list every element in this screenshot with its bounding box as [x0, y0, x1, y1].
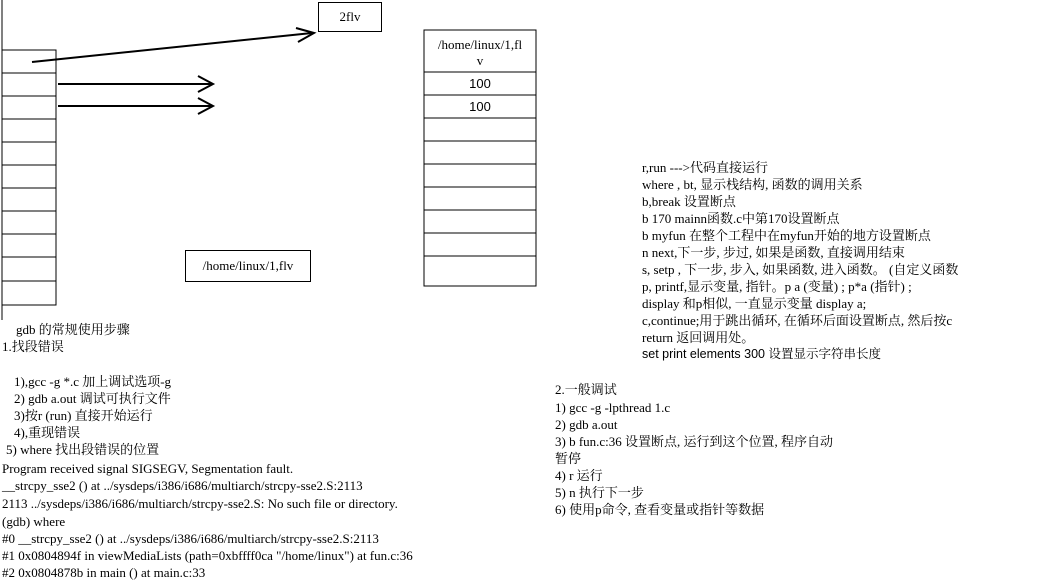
command-line: set print elements 300 设置显示字符串长度 — [642, 347, 881, 361]
gdb-step-item: 4),重现错误 — [14, 425, 81, 440]
left-array — [2, 50, 56, 305]
arrow-to-2flv — [32, 28, 314, 62]
command-line: n next,下一步, 步过, 如果是函数, 直接调用结束 — [642, 245, 905, 260]
right-array-header-1: /home/linux/1,fl — [437, 37, 523, 52]
box-2flv-label: 2flv — [339, 9, 361, 24]
command-line: b 170 mainn函数.c中第170设置断点 — [642, 211, 840, 226]
gdb-output-line: __strcpy_sse2 () at ../sysdeps/i386/i686/multiarch/strcpy-sse2.S:2113 — [2, 478, 363, 493]
right-array-header-2: v — [476, 53, 484, 68]
command-line: return 返回调用处。 — [642, 330, 755, 345]
general-debug-item: 6) 使用p命令, 查看变量或指针等数据 — [555, 502, 765, 517]
gdb-step-item: 5) where 找出段错误的位置 — [6, 442, 160, 457]
left-array-frame — [2, 50, 56, 305]
general-debug-title: 2.一般调试 — [555, 382, 617, 397]
gdb-step-item: 3)按r (run) 直接开始运行 — [14, 408, 153, 423]
general-debug-item: 5) n 执行下一步 — [555, 485, 644, 500]
box-home-linux-flv — [185, 250, 311, 282]
gdb-steps-heading: 1.找段错误 — [2, 339, 64, 354]
arrow-right-1 — [58, 76, 213, 92]
general-debug-item: 暂停 — [555, 451, 582, 466]
right-array-cell-1: 100 — [469, 76, 491, 91]
gdb-output-line: #1 0x0804894f in viewMediaLists (path=0xbffff0ca "/home/linux") at fun.c:36 — [2, 548, 413, 563]
command-line: s, setp , 下一步, 步入, 如果函数, 进入函数。 (自定义函数 — [642, 262, 959, 277]
gdb-output-line: (gdb) where — [2, 514, 66, 529]
command-line: where , bt, 显示栈结构, 函数的调用关系 — [642, 177, 863, 192]
box-2flv — [318, 2, 382, 32]
general-debug-item: 2) gdb a.out — [555, 417, 618, 432]
general-debug-item: 1) gcc -g -lpthread 1.c — [555, 400, 671, 415]
command-line: display 和p相似, 一直显示变量 display a; — [642, 296, 867, 311]
command-line: r,run --->代码直接运行 — [642, 160, 768, 175]
arrow-right-2 — [58, 98, 213, 114]
command-line: c,continue;用于跳出循环, 在循环后面设置断点, 然后按c — [642, 313, 953, 328]
box-home-linux-flv-label: /home/linux/1,flv — [202, 258, 294, 273]
gdb-output-line: 2113 ../sysdeps/i386/i686/multiarch/strcpy-sse2.S: No such file or directory. — [2, 496, 398, 511]
gdb-steps-title: gdb 的常规使用步骤 — [16, 322, 130, 337]
general-debug-item: 4) r 运行 — [555, 468, 603, 483]
general-debug-item: 3) b fun.c:36 设置断点, 运行到这个位置, 程序自动 — [555, 434, 834, 449]
gdb-step-item: 1),gcc -g *.c 加上调试选项-g — [14, 374, 172, 389]
command-line: p, printf,显示变量, 指针。p a (变量) ; p*a (指针) ; — [642, 279, 912, 294]
command-line: b myfun 在整个工程中在myfun开始的地方设置断点 — [642, 228, 931, 243]
command-line: b,break 设置断点 — [642, 194, 736, 209]
gdb-output-line: #0 __strcpy_sse2 () at ../sysdeps/i386/i686/multiarch/strcpy-sse2.S:2113 — [2, 531, 379, 546]
right-array-cell-2: 100 — [469, 99, 491, 114]
gdb-step-item: 2) gdb a.out 调试可执行文件 — [14, 391, 171, 406]
gdb-output-line: #2 0x0804878b in main () at main.c:33 — [2, 565, 206, 580]
gdb-output-line: Program received signal SIGSEGV, Segmentation fault. — [2, 461, 294, 476]
